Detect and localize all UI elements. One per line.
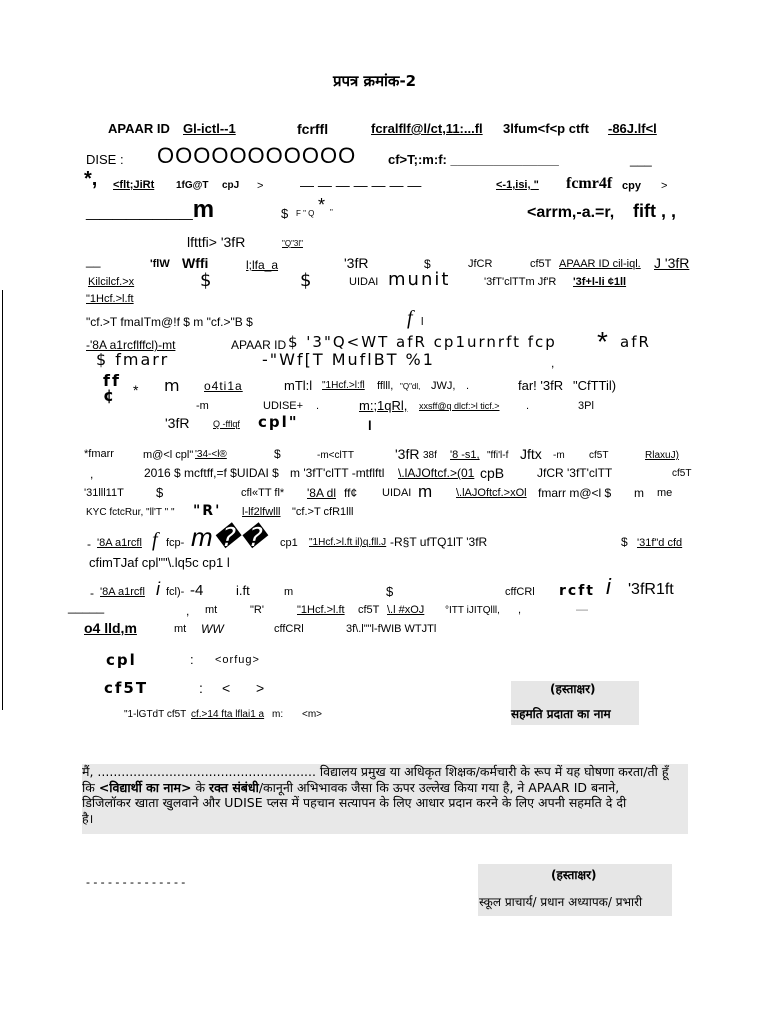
garbled-text: , xyxy=(518,604,522,616)
garbled-text: afR xyxy=(620,333,651,351)
garbled-text: m xyxy=(634,486,644,500)
garbled-text: $ xyxy=(300,270,314,291)
garbled-text: '8A a1rcfl xyxy=(100,586,145,598)
garbled-text: , xyxy=(90,467,94,481)
blood-relative-text: रक्त संबंधी xyxy=(209,779,259,795)
garbled-text: '3fT'clTTm Jf'R xyxy=(484,276,557,288)
garbled-text: m@<l cpl" xyxy=(143,449,194,461)
underline-blank: ___ xyxy=(630,152,652,167)
apaar-id-label: APAAR ID xyxy=(108,121,170,136)
garbled-text: WW xyxy=(201,622,224,636)
garbled-text: 'flW xyxy=(150,258,170,270)
garbled-text: $ xyxy=(200,270,214,291)
garbled-text: . xyxy=(316,400,320,412)
garbled-text: 3lfum<f<p ctft xyxy=(503,121,589,136)
kyc-text: KYC fctcRur, "ll'T " " xyxy=(86,507,175,518)
declaration-line: कि <विद्यार्थी का नाम> के रक्त संबंधी/कानूनी अभिभावक जैसा कि ऊपर उल्लेख किया गया है, ने APAAR ID बनाने, xyxy=(82,779,620,795)
garbled-text: <-1,isi, " xyxy=(496,179,539,191)
garbled-text: $ xyxy=(424,257,431,271)
garbled-text: l xyxy=(368,418,372,433)
form-title: प्रपत्र क्रमांक-2 xyxy=(333,72,417,90)
garbled-text: i xyxy=(156,579,160,599)
garbled-text: $ xyxy=(281,206,289,221)
garbled-text: JWJ, xyxy=(431,380,456,392)
garbled-text: "cf.>T cfR1lll xyxy=(292,506,354,518)
garbled-text: <arrm,-a.=r, xyxy=(527,204,615,221)
garbled-text: "1Hcf.>l.ft xyxy=(86,293,134,305)
garbled-text: cpJ xyxy=(222,180,240,191)
garbled-text: '3fR xyxy=(165,415,190,431)
garbled-text: cf5T xyxy=(672,468,692,479)
left-margin-rule xyxy=(2,290,3,710)
garbled-text: Q -fflqf xyxy=(213,419,240,429)
garbled-text: °ITT iJITQlll, xyxy=(445,605,500,616)
garbled-text: m xyxy=(284,586,294,598)
apaar-id-text: APAAR ID xyxy=(231,338,287,352)
garbled-text: "Q"3l" xyxy=(282,239,303,248)
signature-label: (हस्ताक्षर) xyxy=(550,682,596,696)
garbled-text: \.lAJOftcf.>xOl xyxy=(456,487,527,499)
garbled-text: cpy xyxy=(622,180,641,192)
signature-dashes: - - - - - - - - - - - - - - xyxy=(86,875,186,889)
garbled-text: mt xyxy=(205,604,218,616)
garbled-text: '8A a1rcfl xyxy=(97,537,142,549)
garbled-text: cf5T xyxy=(104,679,149,697)
garbled-text: "R' xyxy=(193,503,222,519)
garbled-text: fmarr m@<l $ xyxy=(538,486,612,500)
garbled-text: cpB xyxy=(480,465,505,481)
garbled-text: ¢ xyxy=(103,386,117,405)
garbled-text: > xyxy=(661,180,668,192)
garbled-text: Kilcilcf.>x xyxy=(88,276,135,288)
garbled-text: ff xyxy=(103,371,121,390)
garbled-text: "1-lGTdT cf5T xyxy=(124,709,187,720)
asterisk-mark: * xyxy=(318,195,326,215)
garbled-text: xxsff@q dlcf:>l ticf.> xyxy=(419,401,500,411)
garbled-text: Jftx xyxy=(520,446,542,462)
garbled-text: cffCRl xyxy=(274,623,304,635)
garbled-text: $ xyxy=(156,485,164,500)
garbled-text: J '3fR xyxy=(654,255,690,271)
garbled-text: . xyxy=(466,380,470,392)
garbled-text: '34-<l® xyxy=(195,449,227,460)
garbled-text: m: xyxy=(272,709,284,720)
underline-blank: _____ xyxy=(68,599,105,614)
garbled-text: <flt;JiRt xyxy=(113,179,155,191)
garbled-text: f xyxy=(152,529,158,551)
garbled-text: -4 xyxy=(190,582,204,599)
garbled-text: " xyxy=(330,208,333,217)
garbled-text: "cf.>T fmaITm@!f $ m "cf.>"B $ xyxy=(86,315,253,329)
garbled-text: cffCRl xyxy=(505,586,535,598)
garbled-text: "1Hcf.>l:fl xyxy=(322,380,365,391)
consent-giver-name-label: सहमति प्रदाता का नाम xyxy=(511,707,611,721)
garbled-text: ________m xyxy=(86,196,215,223)
garbled-text: cf5T xyxy=(358,604,380,616)
garbled-text: f xyxy=(407,307,413,329)
garbled-text: fcralflf@l/ct,11:...fl xyxy=(371,121,483,136)
garbled-text: APAAR ID cil-iql. xyxy=(559,258,641,270)
garbled-text: cf.>14 fta lflai1 a xyxy=(191,709,265,720)
declaration-line: है। xyxy=(82,810,94,826)
garbled-text: '8A dl xyxy=(307,486,336,500)
dash-line: — — — — — — — xyxy=(300,177,422,193)
garbled-text: cpl" xyxy=(258,413,299,431)
garbled-text: "CfTTil) xyxy=(573,378,617,393)
garbled-text: o4 lld,m xyxy=(84,620,137,636)
garbled-text: "ffi'l-f xyxy=(487,450,509,461)
garbled-text: UIDAI xyxy=(349,276,379,288)
garbled-text: fcl)- xyxy=(166,586,185,598)
garbled-text: cfimTJaf cpl""\.lq5c cp1 l xyxy=(89,555,230,570)
udise-plus-text: UDISE+ xyxy=(263,400,304,412)
garbled-text: '31lll11T xyxy=(84,487,124,499)
garbled-text: F " Q xyxy=(296,209,315,218)
garbled-text: 2016 $ mcftff,=f $UIDAI $ xyxy=(144,466,279,480)
dise-code-placeholder: OOOOOOOOOOO xyxy=(157,143,357,168)
garbled-text: me xyxy=(657,487,673,499)
garbled-text: "R' xyxy=(250,604,264,616)
garbled-text: fift , , xyxy=(633,201,676,221)
garbled-text: '3fR xyxy=(395,446,420,462)
garbled-text: ff¢ xyxy=(344,486,358,500)
garbled-text: -m xyxy=(196,400,209,412)
garbled-text: -R§T ufTQ1lT '3fR xyxy=(390,535,488,549)
garbled-text: '3f+l-li ¢1ll xyxy=(573,276,627,288)
garbled-text: "1Hcf.>l.ft il)q.fll.J xyxy=(309,537,387,548)
signature-label: (हस्ताक्षर) xyxy=(551,868,597,882)
garbled-text: < xyxy=(222,680,231,696)
garbled-text: 1fG@T xyxy=(176,180,209,191)
garbled-text: m:;1qRl, xyxy=(359,398,408,413)
garbled-text: <m> xyxy=(302,709,323,720)
dise-label: DISE : xyxy=(86,152,124,167)
garbled-text: l;lfa_a xyxy=(246,258,279,272)
garbled-text: $ '3"Q<WT afR cp1urnrft fcp xyxy=(288,333,557,351)
garbled-text: 3f\.l""l-fWIB WTJTl xyxy=(346,623,437,635)
principal-designation: स्कूल प्राचार्य/ प्रधान अध्यापक/ प्रभारी xyxy=(479,895,643,909)
garbled-text: \.l #xOJ xyxy=(387,604,425,616)
garbled-text: l xyxy=(421,316,424,328)
garbled-text: 3Pl xyxy=(578,400,594,412)
garbled-text: . xyxy=(526,400,530,412)
garbled-text: > xyxy=(257,180,264,192)
garbled-text: '31f"d cfd xyxy=(637,537,683,549)
garbled-text: cf5T xyxy=(589,450,609,461)
garbled-text: -m<clTT xyxy=(317,450,354,461)
garbled-text: "1Hcf.>l.ft xyxy=(297,604,345,616)
garbled-text: m '3fT'clTT -mtflftl xyxy=(290,466,385,480)
garbled-text: i.ft xyxy=(236,583,250,598)
garbled-text: $ xyxy=(621,535,628,549)
garbled-text: — xyxy=(576,602,588,616)
garbled-text: fflll, xyxy=(377,380,394,392)
garbled-text: '8 -s1, xyxy=(450,449,480,461)
garbled-text: lfttfi> '3fR xyxy=(187,234,246,250)
garbled-text: UIDAI xyxy=(382,487,412,499)
garbled-text: '3fR1ft xyxy=(628,581,674,598)
declaration-block xyxy=(82,764,688,834)
garbled-text: -m xyxy=(553,450,565,461)
garbled-text: '3fR xyxy=(344,255,369,271)
garbled-text: m xyxy=(418,482,433,501)
garbled-text: i xyxy=(606,574,611,599)
garbled-text: o4ti1a xyxy=(204,379,243,393)
garbled-text: : xyxy=(199,680,203,696)
garbled-text: Wffi xyxy=(182,255,209,271)
asterisk-mark: * xyxy=(133,382,139,398)
garbled-text: cp1 xyxy=(280,537,298,549)
garbled-text: RlaxuJ) xyxy=(645,450,679,461)
garbled-text: $ xyxy=(274,447,281,461)
garbled-text: , xyxy=(186,604,190,618)
garbled-text: \.lAJOftcf.>(01 xyxy=(398,466,475,480)
garbled-text: Gl-ictl--1 xyxy=(183,121,236,136)
garbled-text: - xyxy=(90,586,94,600)
garbled-text: $ fmarr xyxy=(96,350,170,369)
garbled-text: cpl xyxy=(106,651,137,669)
garbled-text: l-lf2lfwlll xyxy=(242,506,281,518)
garbled-text: cf>T;:m:f: _______________ xyxy=(388,152,559,167)
garbled-text: fcp- xyxy=(166,537,185,549)
garbled-text: , xyxy=(551,356,555,370)
garbled-text: > xyxy=(256,680,265,696)
garbled-text: JfCR '3fT'clTT xyxy=(537,466,613,480)
declaration-line: मैं, ....................................................... विद्यालय प्रमुख या अधिकृत शिक्षक/कर्मचारी के रूप में यह घोषणा करता/ती हूँ xyxy=(82,764,669,779)
garbled-text: : xyxy=(190,652,194,667)
garbled-text: rcft xyxy=(559,583,595,599)
garbled-text: far! '3fR xyxy=(518,378,564,393)
garbled-text: - xyxy=(87,537,91,551)
underline-blank: __ xyxy=(86,253,101,268)
garbled-text: JfCR xyxy=(468,258,493,270)
garbled-text: mt xyxy=(174,623,187,635)
garbled-text: m xyxy=(164,376,182,395)
garbled-text: cfl«TT fl* xyxy=(241,487,285,499)
garbled-text: <orfug> xyxy=(215,654,260,666)
garbled-text: -86J.lf<l xyxy=(608,121,657,136)
garbled-text: -'8A a1rcflffcl)-mt xyxy=(86,338,176,352)
garbled-text: fcmr4f xyxy=(566,175,613,192)
garbled-text: *fmarr xyxy=(84,448,114,460)
garbled-text: $ xyxy=(386,584,394,599)
garbled-text: fcrffl xyxy=(297,121,329,137)
garbled-text: munit xyxy=(388,269,451,290)
garbled-text: "Q"dl, xyxy=(400,382,421,391)
asterisk-mark: *, xyxy=(84,168,98,190)
garbled-text: m�� xyxy=(191,522,266,552)
garbled-text: mTl:l xyxy=(284,378,313,393)
garbled-text: cf5T xyxy=(530,258,552,270)
student-name-placeholder: <विद्यार्थी का नाम> xyxy=(98,779,192,795)
declaration-line: डिजिलॉकर खाता खुलवाने और UDISE प्लस में पहचान सत्यापन के लिए आधार प्रदान करने के लिए अपनी सहमति दे दी xyxy=(82,795,627,810)
garbled-text: -"Wf[T MuflBT %1 xyxy=(262,350,435,369)
asterisk-mark: * xyxy=(597,326,608,357)
garbled-text: 38f xyxy=(423,450,437,461)
